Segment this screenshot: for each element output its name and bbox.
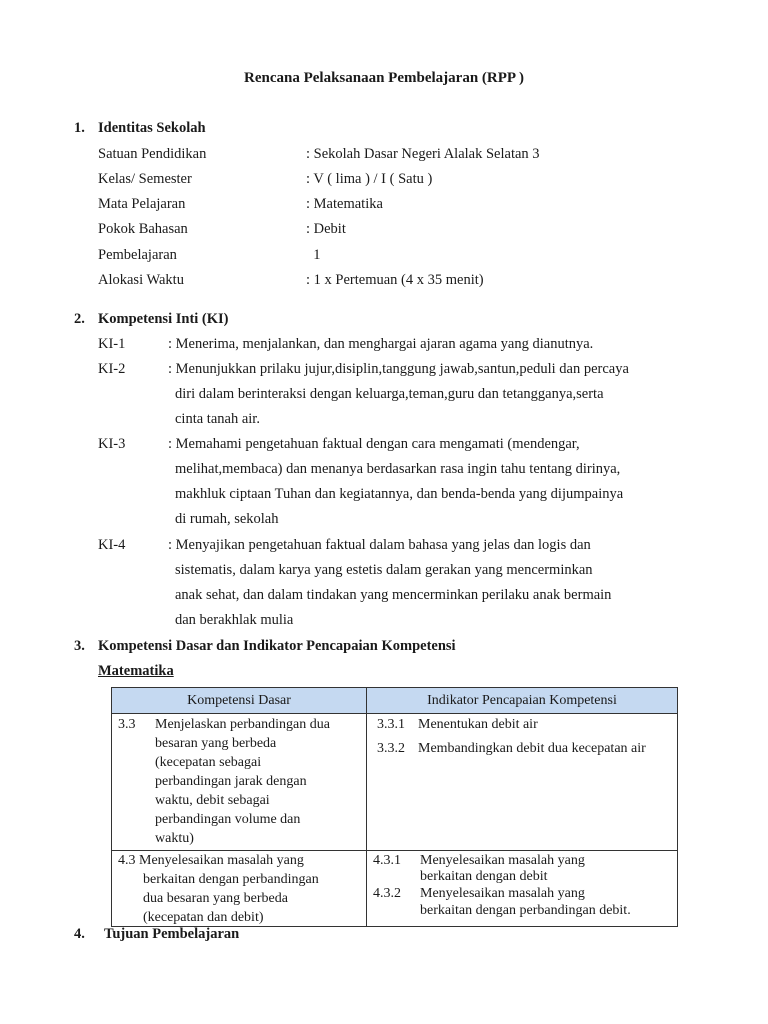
ki-text: : Memahami pengetahuan faktual dengan cara mengamati (mendengar, xyxy=(168,436,580,452)
section-4-heading: Tujuan Pembelajaran xyxy=(104,926,240,942)
identity-label: Kelas/ Semester xyxy=(98,171,192,187)
kd-number: 3.3 xyxy=(118,717,136,732)
indicator-number: 4.3.1 xyxy=(373,853,401,868)
kd-line: perbandingan volume dan xyxy=(155,812,301,827)
kd-line: waktu) xyxy=(155,831,194,846)
ki-text: melihat,membaca) dan menanya berdasarkan rasa ingin tahu tentang dirinya, xyxy=(175,461,621,477)
identity-label: Satuan Pendidikan xyxy=(98,146,207,162)
identity-value: : V ( lima ) / I ( Satu ) xyxy=(306,171,433,187)
section-4-number: 4. xyxy=(74,926,85,942)
identity-value: : Debit xyxy=(306,221,346,237)
ki-label: KI-4 xyxy=(98,537,126,553)
identity-label: Pokok Bahasan xyxy=(98,221,188,237)
kd-line: waktu, debit sebagai xyxy=(155,793,270,808)
identity-value: : Sekolah Dasar Negeri Alalak Selatan 3 xyxy=(306,146,540,162)
ki-text: diri dalam berinteraksi dengan keluarga,teman,guru dan tetangganya,serta xyxy=(175,386,604,402)
indicator-number: 4.3.2 xyxy=(373,886,401,901)
ki-label: KI-2 xyxy=(98,361,126,377)
identity-value: : Matematika xyxy=(306,196,383,212)
indicator-text: Membandingkan debit dua kecepatan air xyxy=(418,741,646,756)
identity-value: : 1 x Pertemuan (4 x 35 menit) xyxy=(306,272,484,288)
indicator-cell xyxy=(367,851,677,926)
identity-label: Mata Pelajaran xyxy=(98,196,186,212)
indicator-number: 3.3.2 xyxy=(377,741,405,756)
document-title: Rencana Pelaksanaan Pembelajaran (RPP ) xyxy=(244,70,524,86)
table-row xyxy=(112,714,678,851)
indicator-cell xyxy=(367,714,677,850)
kd-line: Menjelaskan perbandingan dua xyxy=(155,717,330,732)
kd-line: 4.3 Menyelesaikan masalah yang xyxy=(118,853,304,868)
kd-line: (kecepatan dan debit) xyxy=(143,910,264,925)
identity-value: 1 xyxy=(306,247,321,263)
competency-table xyxy=(111,687,678,927)
kd-cell xyxy=(112,851,366,926)
kd-line: dua besaran yang berbeda xyxy=(143,891,288,906)
kd-line: besaran yang berbeda xyxy=(155,736,277,751)
section-2-number: 2. xyxy=(74,311,85,327)
ki-label: KI-1 xyxy=(98,336,126,352)
table-header-kd: Kompetensi Dasar xyxy=(112,688,367,714)
indicator-number: 3.3.1 xyxy=(377,717,405,732)
ki-text: anak sehat, dan dalam tindakan yang mencerminkan perilaku anak bermain xyxy=(175,587,612,603)
ki-label: KI-3 xyxy=(98,436,126,452)
indicator-text: Menyelesaikan masalah yang xyxy=(420,853,585,868)
kd-cell xyxy=(112,714,366,850)
section-3-number: 3. xyxy=(74,638,85,654)
ki-text: di rumah, sekolah xyxy=(175,511,279,527)
indicator-text: berkaitan dengan debit xyxy=(420,869,548,884)
ki-text: : Menyajikan pengetahuan faktual dalam bahasa yang jelas dan logis dan xyxy=(168,537,591,553)
indicator-text: berkaitan dengan perbandingan debit. xyxy=(420,903,631,918)
section-2-heading: Kompetensi Inti (KI) xyxy=(98,311,229,327)
ki-text: dan berakhlak mulia xyxy=(175,612,294,628)
kd-line: berkaitan dengan perbandingan xyxy=(143,872,319,887)
ki-text: cinta tanah air. xyxy=(175,411,260,427)
indicator-text: Menyelesaikan masalah yang xyxy=(420,886,585,901)
section-3-heading: Kompetensi Dasar dan Indikator Pencapaian Kompetensi xyxy=(98,638,456,654)
subject-heading: Matematika xyxy=(98,663,174,679)
kd-line: perbandingan jarak dengan xyxy=(155,774,307,789)
ki-text: : Menunjukkan prilaku jujur,disiplin,tanggung jawab,santun,peduli dan percaya xyxy=(168,361,629,377)
identity-label: Alokasi Waktu xyxy=(98,272,184,288)
identity-label: Pembelajaran xyxy=(98,247,177,263)
kd-line: (kecepatan sebagai xyxy=(155,755,262,770)
ki-text: : Menerima, menjalankan, dan menghargai ajaran agama yang dianutnya. xyxy=(168,336,594,352)
section-1-heading: Identitas Sekolah xyxy=(98,120,206,136)
ki-text: makhluk ciptaan Tuhan dan kegiatannya, dan benda-benda yang dijumpainya xyxy=(175,486,624,502)
table-row xyxy=(112,851,678,927)
indicator-text: Menentukan debit air xyxy=(418,717,538,732)
section-1-number: 1. xyxy=(74,120,85,136)
ki-text: sistematis, dalam karya yang estetis dalam gerakan yang mencerminkan xyxy=(175,562,593,578)
table-header-indicator: Indikator Pencapaian Kompetensi xyxy=(367,688,678,714)
